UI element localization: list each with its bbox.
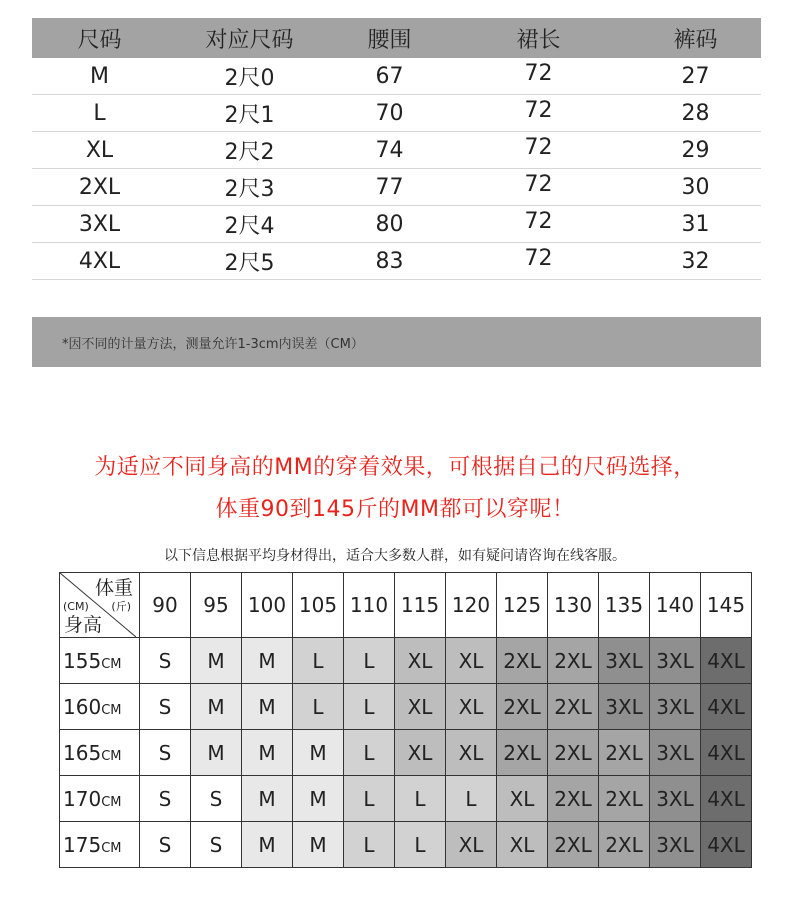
size-cell: M [242, 730, 293, 776]
cell-skirt-length: 72 [524, 171, 553, 197]
size-cell: 3XL [650, 822, 701, 868]
height-value: 160 [63, 694, 102, 719]
size-cell: L [344, 730, 395, 776]
size-cell: L [344, 684, 395, 730]
size-table-footnote: *因不同的计量方法，测量允许1-3cm内误差（CM） [32, 317, 761, 367]
size-cell: L [395, 776, 446, 822]
headline-line-2: 体重90到145斤的MM都可以穿呢！ [215, 497, 575, 522]
weight-header-cell: 90 [140, 573, 191, 638]
height-value-unit: CM [101, 748, 122, 764]
size-table-row [32, 243, 761, 280]
cell-size: M [90, 63, 109, 89]
info-note: 以下信息根据平均身材得出，适合大多数人群，如有疑问请咨询在线客服。 [164, 548, 626, 564]
weight-header-cell: 120 [446, 573, 497, 638]
size-table-empty-row [32, 280, 761, 317]
cell-skirt-length: 72 [524, 245, 553, 271]
size-cell: L [395, 822, 446, 868]
height-cell [60, 822, 140, 868]
size-cell: XL [395, 638, 446, 684]
size-cell: 2XL [497, 684, 548, 730]
weight-unit: (斤) [111, 600, 131, 613]
weight-header-cell: 125 [497, 573, 548, 638]
cell-waist: 77 [375, 174, 404, 200]
weight-header-cell: 100 [242, 573, 293, 638]
size-cell: M [242, 638, 293, 684]
size-cell: 2XL [599, 822, 650, 868]
size-cell: 2XL [548, 638, 599, 684]
cell-waist: 80 [375, 211, 404, 237]
size-cell: XL [497, 822, 548, 868]
size-table-row [32, 132, 761, 169]
cell-equivalent-size: 2尺5 [224, 250, 275, 276]
cell-equivalent-size: 2尺2 [224, 139, 275, 165]
cell-waist: 70 [375, 100, 404, 126]
height-cell [60, 730, 140, 776]
grid-row [60, 822, 752, 868]
size-cell: 4XL [701, 822, 752, 868]
size-cell: 2XL [548, 822, 599, 868]
cell-equivalent-size: 2尺1 [224, 102, 275, 128]
height-value-unit: CM [101, 794, 122, 810]
size-cell: 3XL [599, 684, 650, 730]
cell-skirt-length: 72 [524, 208, 553, 234]
size-cell: 2XL [548, 776, 599, 822]
size-cell: 2XL [599, 730, 650, 776]
cell-waist: 83 [375, 248, 404, 274]
size-cell: S [140, 730, 191, 776]
weight-header-cell: 115 [395, 573, 446, 638]
cell-size: XL [85, 137, 114, 163]
size-cell: S [140, 638, 191, 684]
size-cell: XL [446, 638, 497, 684]
size-cell: 3XL [650, 730, 701, 776]
size-cell: 4XL [701, 776, 752, 822]
cell-equivalent-size: 2尺3 [224, 176, 275, 202]
grid-row [60, 730, 752, 776]
cell-pants-size: 28 [681, 100, 710, 126]
height-value-unit: CM [101, 702, 122, 718]
size-cell: L [344, 822, 395, 868]
cell-pants-size: 32 [681, 248, 710, 274]
cell-equivalent-size: 2尺0 [224, 65, 275, 91]
size-cell: 2XL [599, 776, 650, 822]
size-cell: M [242, 822, 293, 868]
cell-equivalent-size: 2尺4 [224, 213, 275, 239]
grid-row [60, 684, 752, 730]
size-table-header [32, 18, 761, 58]
size-cell: M [191, 730, 242, 776]
height-cell [60, 684, 140, 730]
cell-skirt-length: 72 [524, 134, 553, 160]
size-cell: L [293, 684, 344, 730]
header-waist: 腰围 [367, 27, 412, 53]
size-cell: M [242, 776, 293, 822]
header-equivalent-size: 对应尺码 [205, 27, 294, 53]
cell-skirt-length: 72 [524, 60, 553, 86]
cell-size: L [93, 100, 106, 126]
size-cell: 2XL [497, 638, 548, 684]
cell-skirt-length: 72 [524, 97, 553, 123]
size-cell: XL [446, 822, 497, 868]
cell-waist: 67 [375, 63, 404, 89]
weight-header-cell: 130 [548, 573, 599, 638]
height-unit: (CM) [63, 600, 89, 613]
size-cell: 3XL [650, 776, 701, 822]
size-table [32, 18, 761, 367]
size-cell: XL [395, 730, 446, 776]
size-cell: L [344, 776, 395, 822]
size-cell: M [191, 684, 242, 730]
size-cell: 2XL [497, 730, 548, 776]
size-cell: 2XL [548, 684, 599, 730]
size-table-row [32, 95, 761, 132]
size-cell: M [293, 730, 344, 776]
size-cell: M [191, 638, 242, 684]
weight-label: 体重 [94, 577, 133, 599]
height-value: 165 [63, 740, 102, 765]
grid-corner [60, 573, 140, 638]
size-cell: S [140, 822, 191, 868]
size-cell: 4XL [701, 684, 752, 730]
height-value-unit: CM [101, 840, 122, 856]
size-cell: 4XL [701, 638, 752, 684]
size-cell: 4XL [701, 730, 752, 776]
size-cell: S [191, 776, 242, 822]
height-cell [60, 638, 140, 684]
size-cell: L [293, 638, 344, 684]
size-table-row [32, 58, 761, 95]
header-pants-size: 裤码 [673, 27, 718, 53]
height-value: 155 [63, 648, 102, 673]
size-cell: 3XL [650, 684, 701, 730]
size-cell: XL [395, 684, 446, 730]
weight-header-cell: 145 [701, 573, 752, 638]
cell-size: 4XL [78, 248, 121, 274]
size-cell: S [140, 776, 191, 822]
size-cell: 3XL [650, 638, 701, 684]
size-cell: XL [446, 730, 497, 776]
headline-line-1: 为适应不同身高的MM的穿着效果，可根据自己的尺码选择， [94, 455, 696, 480]
grid-row [60, 776, 752, 822]
size-table-row [32, 206, 761, 243]
size-cell: M [293, 776, 344, 822]
weight-header-cell: 140 [650, 573, 701, 638]
cell-size: 3XL [78, 211, 121, 237]
grid-row [60, 638, 752, 684]
size-cell: XL [446, 684, 497, 730]
size-cell: S [191, 822, 242, 868]
size-cell: M [293, 822, 344, 868]
size-cell: M [242, 684, 293, 730]
cell-size: 2XL [78, 174, 121, 200]
header-size: 尺码 [77, 27, 122, 53]
size-cell: 2XL [548, 730, 599, 776]
height-label: 身高 [64, 614, 103, 636]
size-cell: S [140, 684, 191, 730]
height-weight-grid [59, 572, 752, 868]
grid-header-row [60, 573, 752, 638]
weight-header-cell: 110 [344, 573, 395, 638]
cell-waist: 74 [375, 137, 404, 163]
height-value-unit: CM [101, 656, 122, 672]
weight-header-cell: 95 [191, 573, 242, 638]
cell-pants-size: 27 [681, 63, 710, 89]
header-skirt-length: 裙长 [516, 27, 561, 53]
cell-pants-size: 29 [681, 137, 710, 163]
size-cell: L [446, 776, 497, 822]
cell-pants-size: 31 [681, 211, 710, 237]
size-cell: L [344, 638, 395, 684]
size-cell: 3XL [599, 638, 650, 684]
weight-header-cell: 135 [599, 573, 650, 638]
height-cell [60, 776, 140, 822]
size-table-row [32, 169, 761, 206]
cell-pants-size: 30 [681, 174, 710, 200]
height-value: 170 [63, 786, 102, 811]
size-cell: XL [497, 776, 548, 822]
weight-header-cell: 105 [293, 573, 344, 638]
height-value: 175 [63, 832, 102, 857]
